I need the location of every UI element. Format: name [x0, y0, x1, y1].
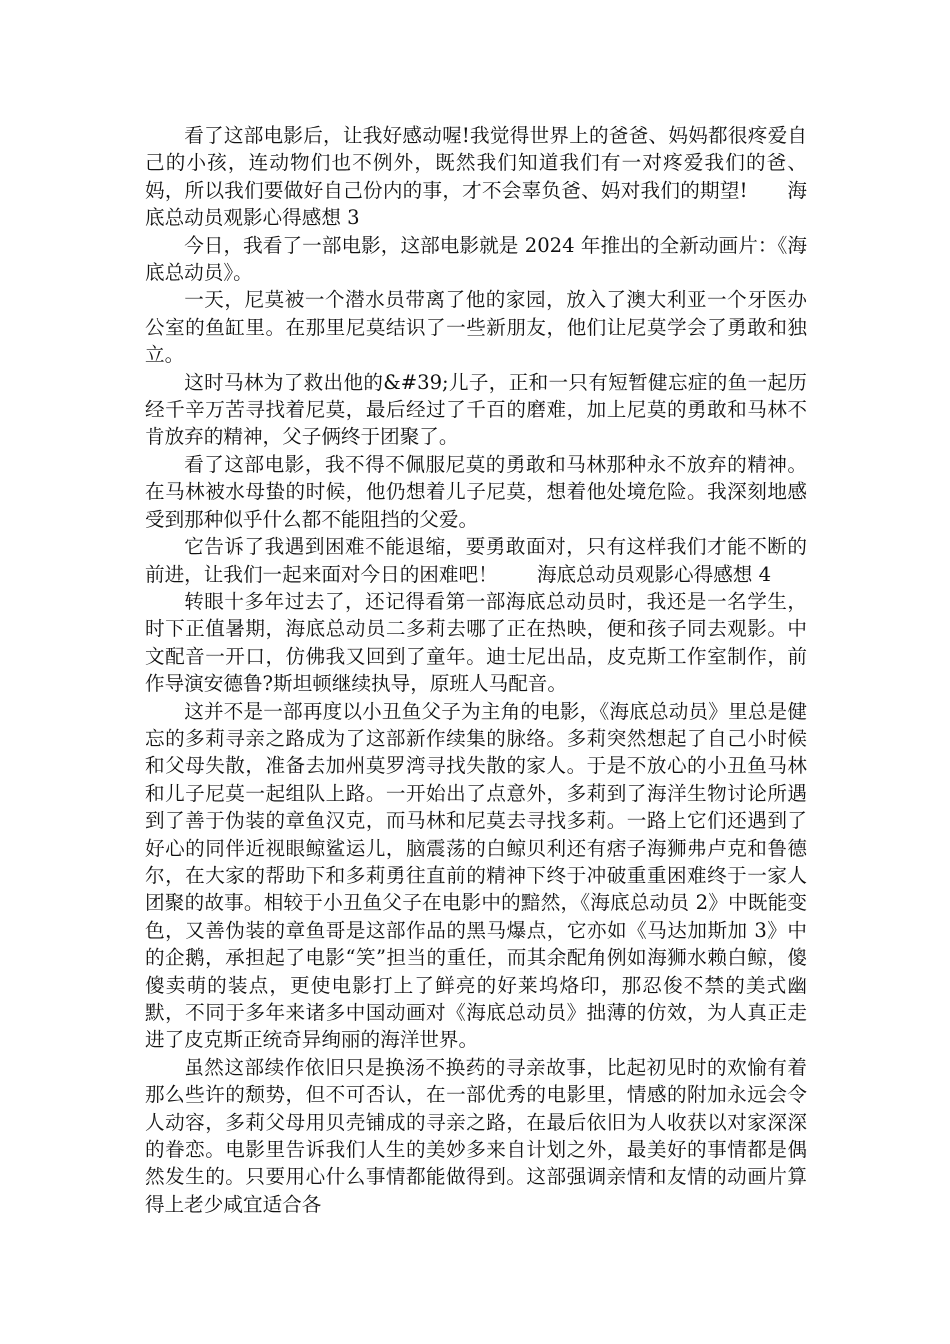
paragraph: 看了这部电影，我不得不佩服尼莫的勇敢和马林那种永不放弃的精神。在马林被水母蛰的时候，他仍想着儿子尼莫，想着他处境危险。我深刻地感受到那种似乎什么都不能阻挡的父爱。: [145, 452, 807, 531]
paragraph: 今日，我看了一部电影，这部电影就是 2024 年推出的全新动画片：《海底总动员》。: [145, 233, 807, 285]
document-body: [145, 122, 807, 1218]
paragraph: 看了这部电影后，让我好感动喔!我觉得世界上的爸爸、妈妈都很疼爱自己的小孩，连动物们也不例外，既然我们知道我们有一对疼爱我们的爸、妈，所以我们要做好自己份内的事，才不会辜负爸、妈对我们的期望! 海底总动员观影心得感想 3: [145, 124, 807, 230]
paragraph: 转眼十多年过去了，还记得看第一部海底总动员时，我还是一名学生，时下正值暑期，海底总动员二多莉去哪了正在热映，便和孩子同去观影。中文配音一开口，仿佛我又回到了童年。迪士尼出品，皮克斯工作室制作，前作导演安德鲁?斯坦顿继续执导，原班人马配音。: [145, 589, 807, 696]
paragraph: 这时马林为了救出他的&#39;儿子，正和一只有短暂健忘症的鱼一起历经千辛万苦寻找着尼莫，最后经过了千百的磨难，加上尼莫的勇敢和马林不肯放弃的精神，父子俩终于团聚了。: [145, 370, 807, 449]
paragraph: 虽然这部续作依旧只是换汤不换药的寻亲故事，比起初见时的欢愉有着那么些许的颓势，但不可否认，在一部优秀的电影里，情感的附加永远会令人动容，多莉父母用贝壳铺成的寻亲之路，在最后依旧为人收获以对家深深的眷恋。电影里告诉我们人生的美妙多来自计划之外，最美好的事情都是偶然发生的。只要用心什么事情都能做得到。这部强调亲情和友情的动画片算得上老少咸宜适合各: [145, 1055, 807, 1216]
paragraph: 它告诉了我遇到困难不能退缩，要勇敢面对，只有这样我们才能不断的前进，让我们一起来面对今日的困难吧！ 海底总动员观影心得感想 4: [145, 535, 807, 586]
paragraph: 这并不是一部再度以小丑鱼父子为主角的电影，《海底总动员》里总是健忘的多莉寻亲之路成为了这部新作续集的脉络。多莉突然想起了自己小时候和父母失散，准备去加州莫罗湾寻找失散的家人。于是不放心的小丑鱼马林和儿子尼莫一起组队上路。一开始出了点意外，多莉到了海洋生物讨论所遇到了善于伪装的章鱼汉克，而马林和尼莫去寻找多莉。一路上它们还遇到了好心的同伴近视眼鲸鲨运儿，脑震荡的白鲸贝利还有痞子海狮弗卢克和鲁德尔，在大家的帮助下和多莉勇往直前的精神下终于冲破重重困难终于一家人团聚的故事。相较于小丑鱼父子在电影中的黯然，《海底总动员 2》中既能变色，又善伪装的章鱼哥是这部作品的黑马爆点，它亦如《马达加斯加 3》中的企鹅，承担起了电影“笑”担当的重任，而其余配角例如海狮水赖白鲸，傻傻卖萌的装点，更使电影打上了鲜亮的好莱坞烙印，那忍俊不禁的美式幽默，不同于多年来诸多中国动画对《海底总动员》拙薄的仿效，为人真正走进了皮克斯正统奇异绚丽的海洋世界。: [145, 699, 807, 1052]
paragraph: 一天，尼莫被一个潜水员带离了他的家园，放入了澳大利亚一个牙医办公室的鱼缸里。在那里尼莫结识了一些新朋友，他们让尼莫学会了勇敢和独立。: [145, 288, 807, 367]
